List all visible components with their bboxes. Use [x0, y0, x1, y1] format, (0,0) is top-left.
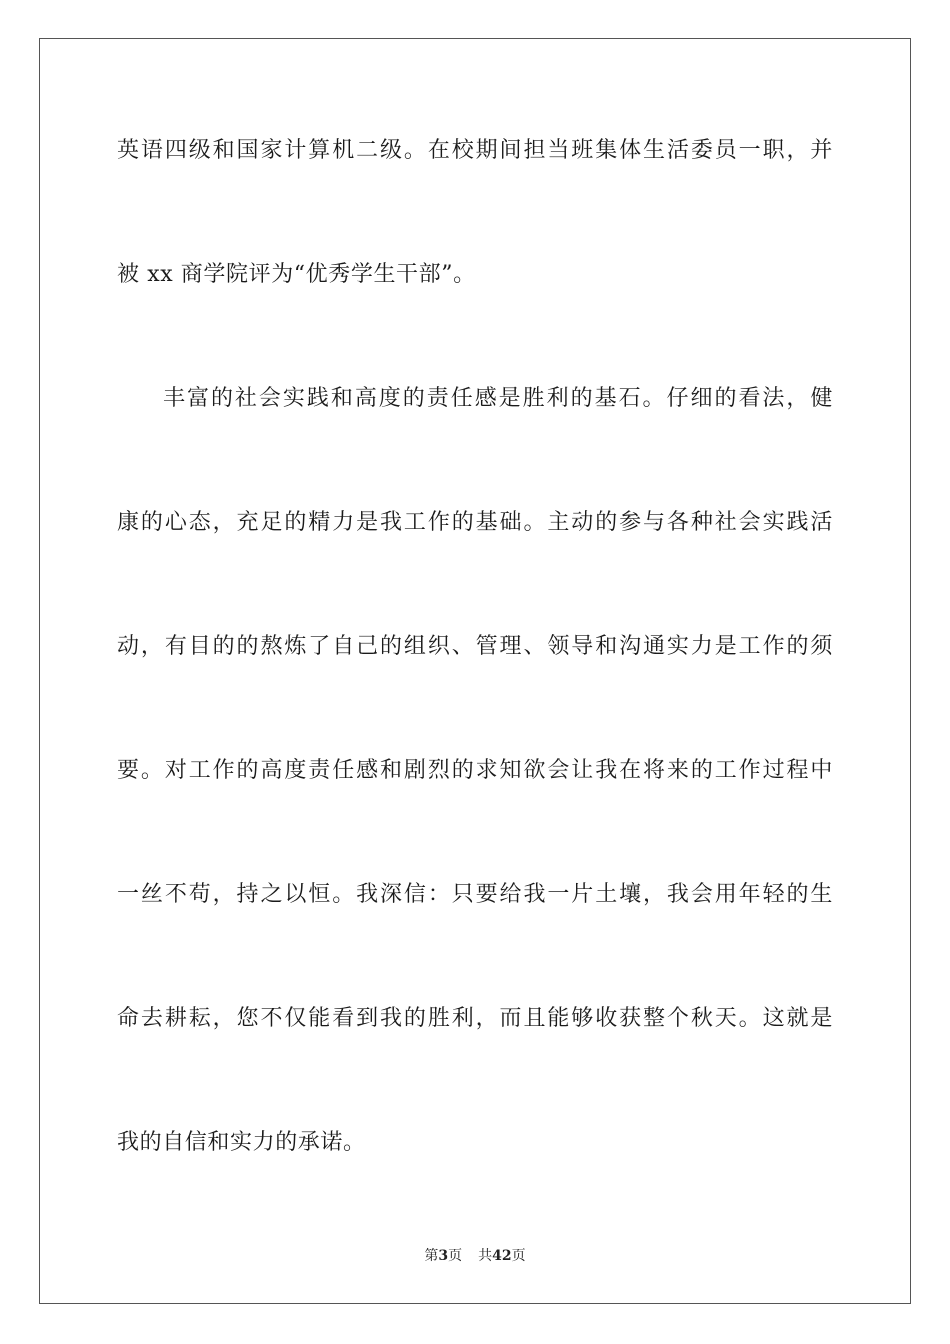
- body-line-1: 英语四级和国家计算机二级。在校期间担当班集体生活委员一职，并: [117, 138, 833, 163]
- footer-page-suffix: 页: [448, 1248, 463, 1264]
- page-footer: [0, 1247, 950, 1265]
- body-line-6: 要。对工作的高度责任感和剧烈的求知欲会让我在将来的工作过程中: [117, 758, 833, 783]
- page-frame: [39, 38, 911, 1304]
- body-line-7: 一丝不苟，持之以恒。我深信：只要给我一片土壤，我会用年轻的生: [117, 882, 833, 907]
- footer-total-prefix: 共: [478, 1248, 493, 1264]
- body-line-4: 康的心态，充足的精力是我工作的基础。主动的参与各种社会实践活: [117, 510, 833, 535]
- footer-total-suffix: 页: [511, 1248, 526, 1264]
- footer-page-number: 3: [438, 1248, 449, 1264]
- footer-page-prefix: 第: [424, 1248, 439, 1264]
- footer-total-pages: 42: [492, 1248, 512, 1264]
- body-line-3: 丰富的社会实践和高度的责任感是胜利的基石。仔细的看法，健: [163, 386, 833, 411]
- body-line-9: 我的自信和实力的承诺。: [117, 1130, 366, 1155]
- body-line-2: 被 xx 商学院评为“优秀学生干部”。: [117, 262, 476, 287]
- body-line-8: 命去耕耘，您不仅能看到我的胜利，而且能够收获整个秋天。这就是: [117, 1006, 833, 1031]
- body-line-5: 动，有目的的熬炼了自己的组织、管理、领导和沟通实力是工作的须: [117, 634, 833, 659]
